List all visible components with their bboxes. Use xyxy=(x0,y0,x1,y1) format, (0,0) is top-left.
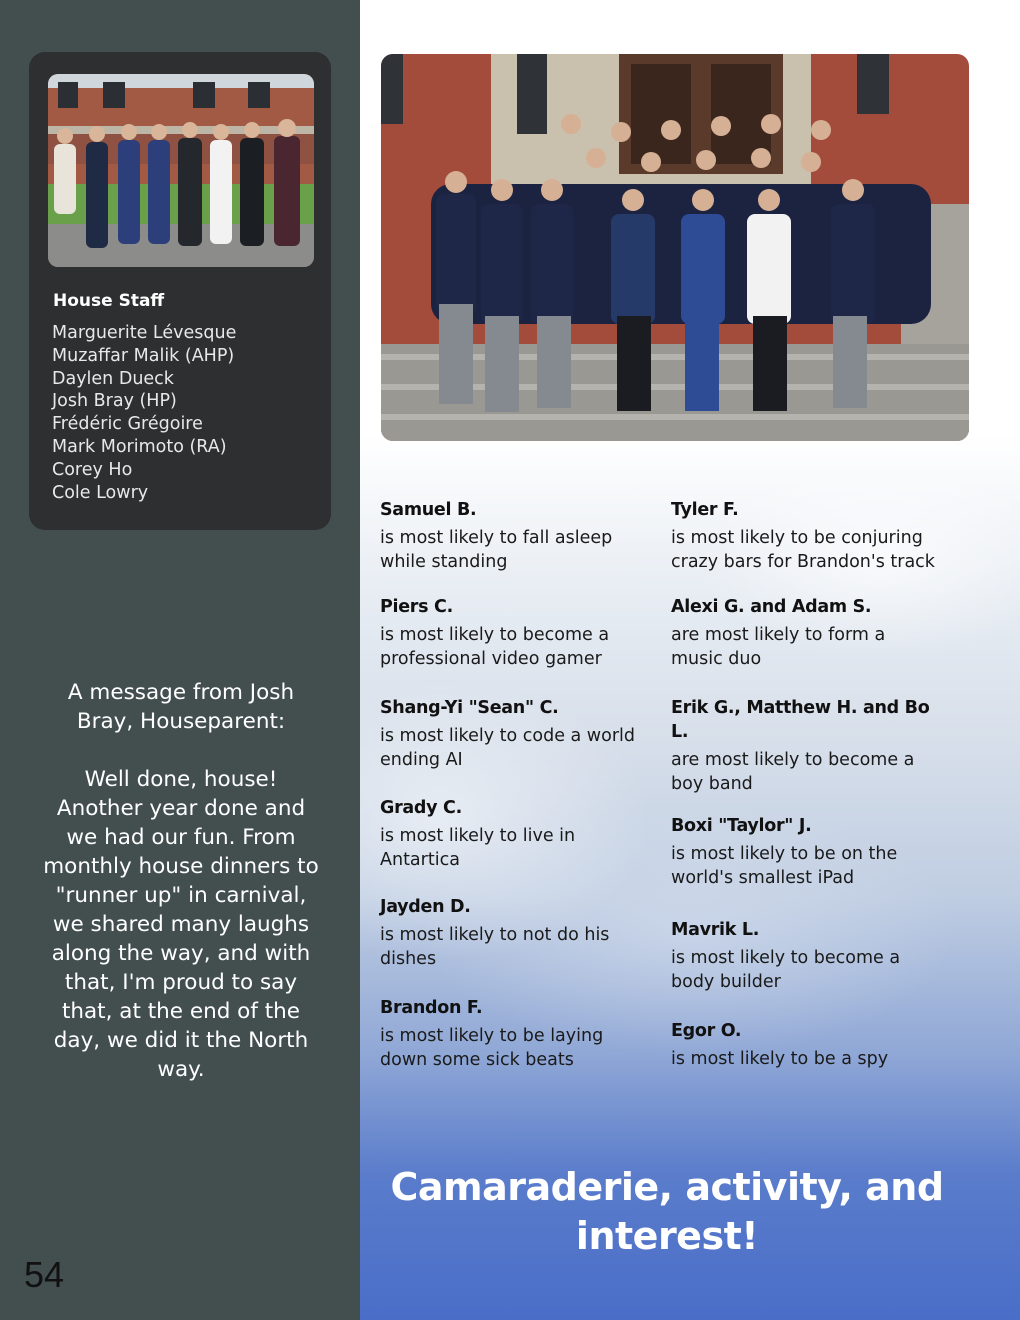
student-name: Mavrik L. xyxy=(671,920,760,940)
student-name: Alexi G. and Adam S. xyxy=(671,597,872,617)
student-name: Tyler F. xyxy=(671,500,739,520)
superlative-entry xyxy=(380,895,650,971)
main-content xyxy=(360,0,1020,1320)
student-superlative: is most likely to live in Antartica xyxy=(380,826,576,870)
superlative-entry xyxy=(671,498,941,574)
student-name: Boxi "Taylor" J. xyxy=(671,816,812,836)
student-superlative: is most likely to be laying down some sick beats xyxy=(380,1026,604,1070)
houseparent-message xyxy=(40,678,322,1084)
house-staff-card xyxy=(29,52,331,530)
student-superlative: is most likely to be on the world's smallest iPad xyxy=(671,844,898,888)
house-staff-heading: House Staff xyxy=(53,291,165,311)
superlative-entry xyxy=(380,498,650,574)
staff-member: Corey Ho xyxy=(52,459,133,480)
student-superlative: is most likely to code a world ending AI xyxy=(380,726,635,770)
student-superlative: is most likely to be conjuring crazy bars for Brandon's track xyxy=(671,528,935,572)
staff-member: Frédéric Grégoire xyxy=(52,414,203,435)
superlative-entry xyxy=(380,796,650,872)
student-superlative: are most likely to form a music duo xyxy=(671,625,886,669)
house-staff-list xyxy=(52,322,236,504)
superlative-entry xyxy=(671,1019,941,1071)
message-heading: A message from Josh Bray, Houseparent: xyxy=(67,680,295,734)
staff-member: Josh Bray (HP) xyxy=(52,391,177,412)
student-superlative: is most likely to become a body builder xyxy=(671,948,901,992)
message-body: Well done, house! Another year done and we had our fun. From monthly house dinners to "runner up" in carnival, we shared many laughs along the way, and with that, I'm proud to say that, at the end of the day, we did it the North way. xyxy=(43,767,319,1082)
student-superlative: is most likely to be a spy xyxy=(671,1049,889,1069)
superlative-entry xyxy=(380,595,650,671)
student-superlative: are most likely to become a boy band xyxy=(671,750,915,794)
student-name: Egor O. xyxy=(671,1021,742,1041)
superlative-entry xyxy=(671,814,941,890)
staff-member: Mark Morimoto (RA) xyxy=(52,436,227,457)
sidebar xyxy=(0,0,360,1320)
page-number: 54 xyxy=(24,1254,65,1295)
student-name: Shang-Yi "Sean" C. xyxy=(380,698,559,718)
student-name: Brandon F. xyxy=(380,998,483,1018)
superlative-entry xyxy=(671,918,941,994)
superlative-entry xyxy=(380,996,650,1072)
house-staff-photo xyxy=(48,74,314,267)
superlative-entry xyxy=(380,696,650,772)
staff-member: Muzaffar Malik (AHP) xyxy=(52,345,235,366)
student-superlative: is most likely to fall asleep while standing xyxy=(380,528,613,572)
staff-member: Cole Lowry xyxy=(52,482,149,503)
student-name: Samuel B. xyxy=(380,500,477,520)
student-name: Jayden D. xyxy=(380,897,471,917)
house-group-photo xyxy=(381,54,969,441)
staff-member: Daylen Dueck xyxy=(52,368,174,389)
student-superlative: is most likely to not do his dishes xyxy=(380,925,610,969)
student-name: Grady C. xyxy=(380,798,462,818)
tagline: Camaraderie, activity, and interest! xyxy=(390,1165,944,1258)
superlative-entry xyxy=(671,595,941,671)
superlative-entry xyxy=(671,696,941,796)
student-name: Erik G., Matthew H. and Bo L. xyxy=(671,698,930,742)
staff-member: Marguerite Lévesque xyxy=(52,323,237,343)
student-superlative: is most likely to become a professional video gamer xyxy=(380,625,610,669)
student-name: Piers C. xyxy=(380,597,453,617)
